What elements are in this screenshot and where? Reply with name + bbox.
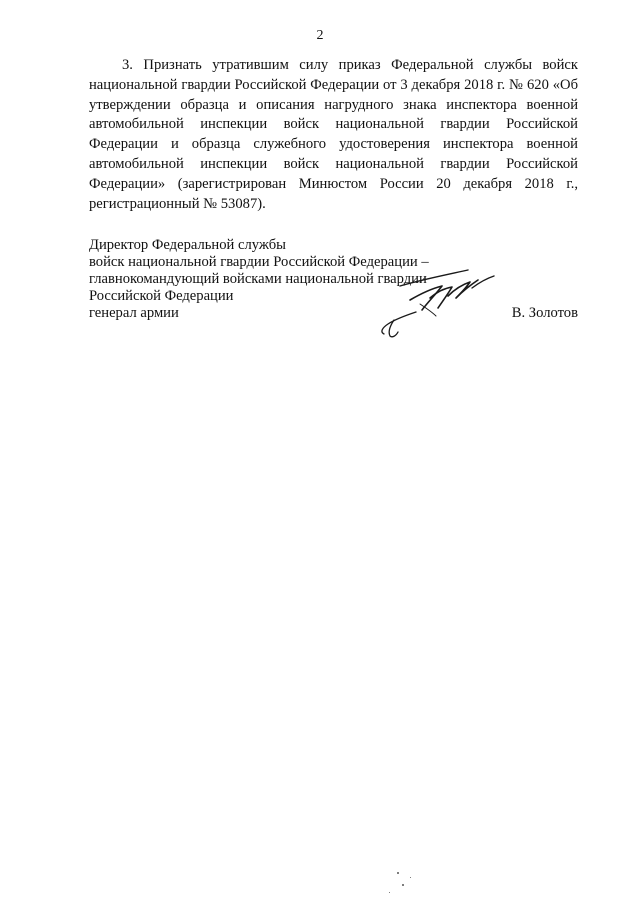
page-number: 2 [316,28,324,43]
paragraph-3: 3. Признать утратившим силу приказ Федеральной службы войск национальной гвардии Российской Федерации от 3 декабря 2018 г. № 620 «Об утверждении образца и описания нагрудного знака инспектора военной автомобильной инспекции войск национальной гвардии Российской Федерации и образца служебного удостоверения инспектора военной автомобильной инспекции войск национальной гвардии Российской Федерации» (зарегистрирован Минюстом России 20 декабря 2018 г., регистрационный № 53087). [89,57,578,212]
scan-speck [402,884,404,886]
scan-speck [389,892,390,893]
signatory-name: В. Золотов [511,305,578,321]
scan-speck [397,872,399,874]
scan-speck [410,877,411,878]
signatory-title-line-1: Директор Федеральной службы [89,237,286,253]
signatory-title-line-2: войск национальной гвардии Российской Федерации – [89,254,429,270]
signatory-title-line-3: главнокомандующий войсками национальной гвардии [89,271,427,287]
handwritten-signature [360,258,510,358]
signatory-title-line-4: Российской Федерации [89,288,234,304]
signatory-rank: генерал армии [89,305,179,321]
